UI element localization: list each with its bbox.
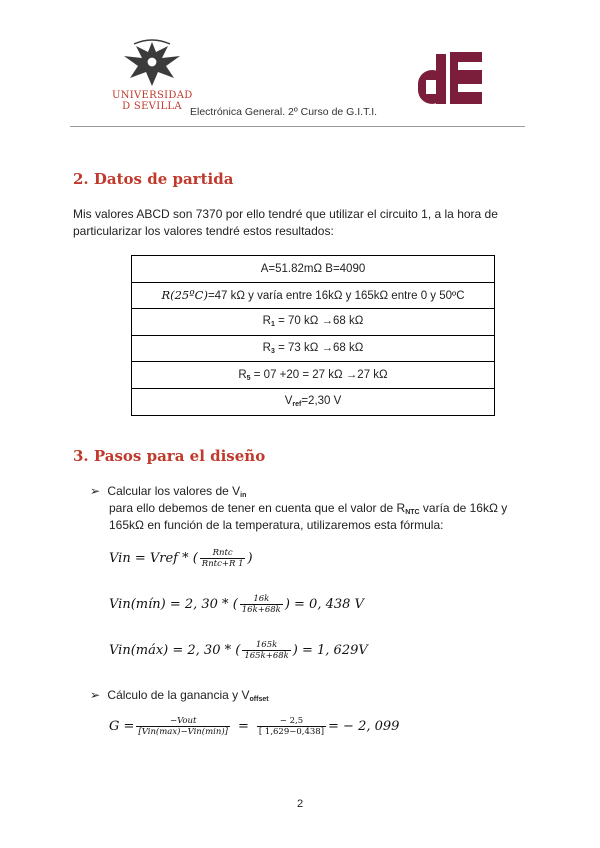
department-logo <box>414 48 486 108</box>
eq4-equals: = <box>237 719 249 734</box>
r3-subscript: 3 <box>270 348 275 356</box>
r1-subscript: 1 <box>270 321 275 329</box>
eq3-numerator: 165k <box>242 640 290 651</box>
bullet-vin-subscript: in <box>240 492 247 499</box>
table-row <box>132 256 495 283</box>
eq1-lhs: Vin = Vref * ( <box>109 551 198 566</box>
bullet-gain-label: Cálculo de la ganancia y V <box>107 688 250 702</box>
r3-text: = 73 kΩ →68 kΩ <box>274 342 364 355</box>
bullet-vin-line2a: para ello debemos de tener en cuenta que el valor de R <box>109 501 406 515</box>
eq4-numerator1: −Vout <box>136 716 230 727</box>
table-row <box>132 362 495 389</box>
equation-vin <box>109 548 253 569</box>
table-row <box>132 282 495 309</box>
vref-subscript: ref <box>292 401 302 409</box>
university-crest-icon <box>112 38 192 90</box>
value-cell-r3 <box>132 335 495 362</box>
eq4-rhs: = − 2, 099 <box>328 719 400 734</box>
value-cell-r5 <box>132 362 495 389</box>
eq2-numerator: 16k <box>240 594 283 605</box>
section-2-title: 2. Datos de partida <box>73 170 234 188</box>
eq4-fraction1 <box>136 716 230 737</box>
eq3-lhs: Vin(máx) = 2, 30 * ( <box>109 643 241 658</box>
table-row <box>132 335 495 362</box>
page-number: 2 <box>296 798 304 810</box>
r25-text: =47 kΩ y varía entre 16kΩ y 165kΩ entre 0 y 50ºC <box>207 290 465 303</box>
table-row <box>132 388 495 415</box>
eq3-denominator: 165k+68k <box>244 651 289 661</box>
r25-symbol: R(25ºC) <box>161 288 208 303</box>
bullet-arrow-icon: ➢ <box>90 688 101 702</box>
table-row <box>132 309 495 336</box>
bullet-vin-label: Calcular los valores de V <box>107 484 241 498</box>
r3-symbol: R <box>262 342 271 355</box>
vref-symbol: V <box>284 395 293 408</box>
value-cell-r1 <box>132 309 495 336</box>
eq1-fraction <box>200 548 246 569</box>
eq4-numerator2: − 2,5 <box>257 716 326 727</box>
eq2-rhs: ) = 0, 438 V <box>284 597 364 612</box>
equation-vin-max <box>109 640 368 661</box>
r5-symbol: R <box>238 368 247 381</box>
values-table <box>131 255 495 416</box>
bullet-gain <box>90 687 530 708</box>
university-logo <box>112 38 192 110</box>
eq4-denominator2: [ 1,629−0,438] <box>258 727 325 737</box>
eq2-lhs: Vin(mín) = 2, 30 * ( <box>109 597 238 612</box>
r5-text: = 07 +20 = 27 kΩ →27 kΩ <box>250 368 388 381</box>
eq4-lhs: G = <box>109 719 135 734</box>
bullet-arrow-icon: ➢ <box>90 484 101 498</box>
course-header: Electrónica General. 2º Curso de G.I.T.I. <box>190 106 378 118</box>
value-cell-vref <box>132 388 495 415</box>
eq2-denominator: 16k+68k <box>241 605 281 615</box>
value-cell-ab: A=51.82mΩ B=4090 <box>132 256 495 283</box>
eq3-fraction <box>242 640 290 661</box>
section-3-title: 3. Pasos para el diseño <box>73 447 266 465</box>
r5-subscript: 5 <box>246 374 251 382</box>
r1-symbol: R <box>262 315 271 328</box>
department-logo-icon <box>414 48 486 108</box>
eq1-denominator: Rntc+R 1 <box>201 559 244 569</box>
header-rule <box>70 126 525 127</box>
vref-text: =2,30 V <box>301 395 342 408</box>
eq4-fraction2 <box>257 716 326 737</box>
university-name-line1: UNIVERSIDAD <box>112 90 193 101</box>
value-cell-r25 <box>132 282 495 309</box>
equation-gain <box>109 716 399 737</box>
eq4-denominator1: [Vin(max)−Vin(min)] <box>138 727 228 737</box>
section-2-intro: Mis valores ABCD son 7370 por ello tendré que utilizar el circuito 1, a la hora de particularizar los valores tendré estos resultados: <box>73 207 498 238</box>
eq2-fraction <box>240 594 283 615</box>
bullet-vin-line3: 165kΩ en función de la temperatura, utilizaremos esta fórmula: <box>109 518 444 532</box>
bullet-vin-line2b: varía de 16kΩ y <box>419 501 508 515</box>
r1-text: = 70 kΩ →68 kΩ <box>274 315 364 328</box>
eq1-numerator: Rntc <box>200 548 246 559</box>
rntc-subscript: NTC <box>405 509 420 516</box>
university-name-line2: D SEVILLA <box>122 101 182 112</box>
eq1-rhs: ) <box>247 551 253 566</box>
bullet-gain-subscript: offset <box>249 696 269 703</box>
eq3-rhs: ) = 1, 629V <box>292 643 368 658</box>
equation-vin-min <box>109 594 364 615</box>
